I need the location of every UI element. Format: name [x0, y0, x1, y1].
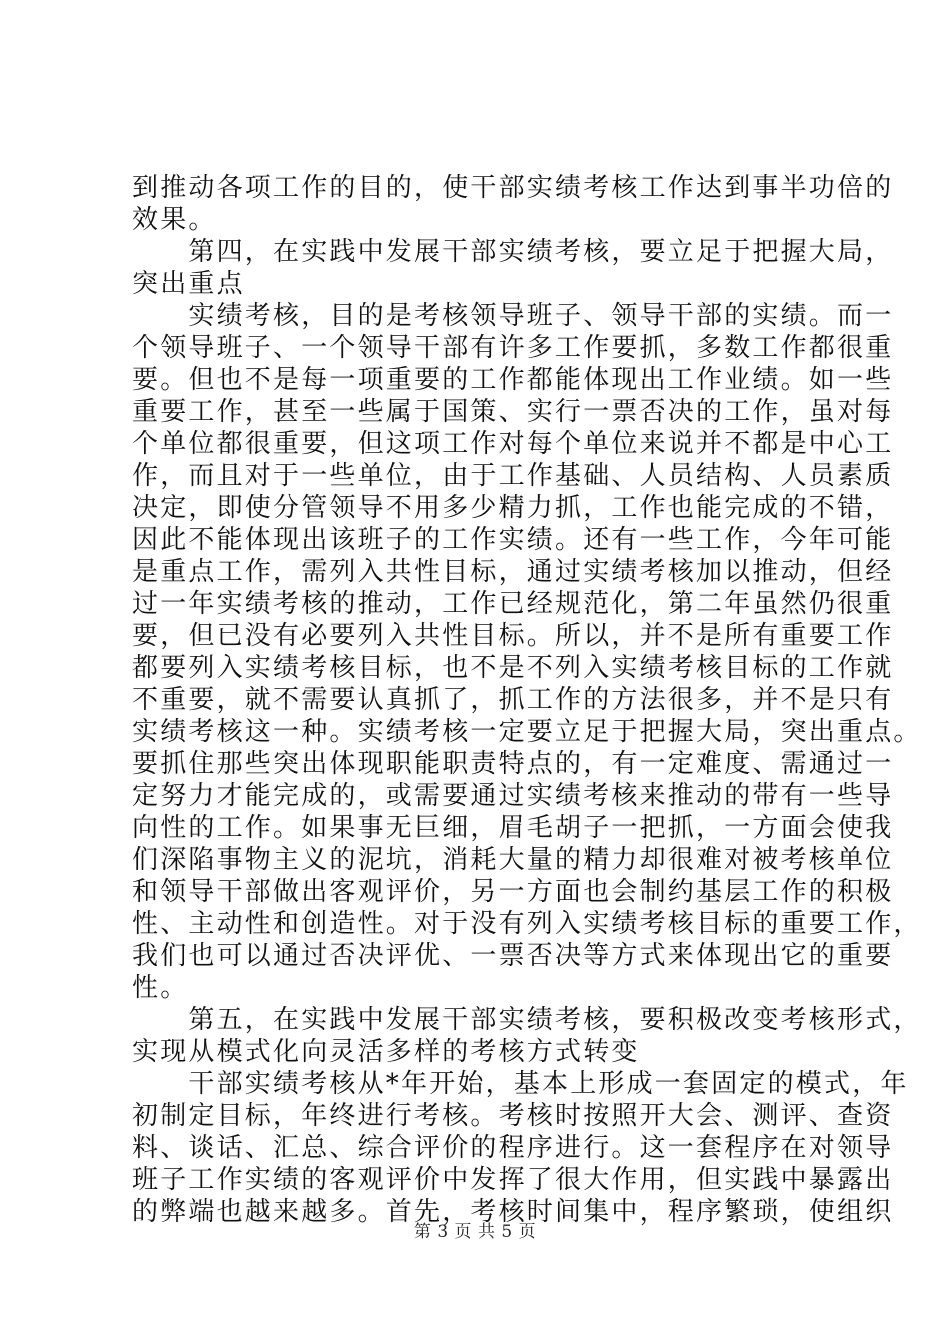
text-line: 要，但已没有必要列入共性目标。所以，并不是所有重要工作: [132, 621, 894, 651]
text-line: 我们也可以通过否决评优、一票否决等方式来体现出它的重要: [132, 941, 894, 971]
text-line: 个领导班子、一个领导干部有许多工作要抓，多数工作都很重: [132, 333, 894, 363]
text-line: 要。但也不是每一项重要的工作都能体现出工作业绩。如一些: [132, 365, 894, 395]
text-line: 不重要，就不需要认真抓了，抓工作的方法很多，并不是只有: [132, 685, 894, 715]
text-line: 性、主动性和创造性。对于没有列入实绩考核目标的重要工作，: [132, 909, 922, 939]
text-line: 实绩考核，目的是考核领导班子、领导干部的实绩。而一: [132, 301, 894, 331]
text-line: 作，而且对于一些单位，由于工作基础、人员结构、人员素质: [132, 461, 894, 491]
text-line: 初制定目标，年终进行考核。考核时按照开大会、测评、查资: [132, 1101, 894, 1131]
text-line: 重要工作，甚至一些属于国策、实行一票否决的工作，虽对每: [132, 397, 894, 427]
text-line: 实现从模式化向灵活多样的考核方式转变: [132, 1037, 640, 1067]
text-line: 个单位都很重要，但这项工作对每个单位来说并不都是中心工: [132, 429, 894, 459]
document-body: [132, 172, 922, 1228]
text-line: 第四，在实践中发展干部实绩考核，要立足于把握大局，: [132, 237, 894, 267]
text-line: 定努力才能完成的，或需要通过实绩考核来推动的带有一些导: [132, 781, 894, 811]
text-line: 们深陷事物主义的泥坑，消耗大量的精力却很难对被考核单位: [132, 845, 894, 875]
text-line: 突出重点: [132, 269, 245, 299]
text-line: 第五，在实践中发展干部实绩考核，要积极改变考核形式，: [132, 1005, 922, 1035]
text-line: 性。: [132, 973, 189, 1003]
text-line: 的弊端也越来越多。首先，考核时间集中，程序繁琐，使组织: [132, 1197, 894, 1227]
text-line: 都要列入实绩考核目标，也不是不列入实绩考核目标的工作就: [132, 653, 894, 683]
text-line: 向性的工作。如果事无巨细，眉毛胡子一把抓，一方面会使我: [132, 813, 894, 843]
text-line: 因此不能体现出该班子的工作实绩。还有一些工作，今年可能: [132, 525, 894, 555]
text-line: 料、谈话、汇总、综合评价的程序进行。这一套程序在对领导: [132, 1133, 894, 1163]
text-line: 实绩考核这一种。实绩考核一定要立足于把握大局，突出重点。: [132, 717, 922, 747]
text-line: 干部实绩考核从*年开始，基本上形成一套固定的模式，年: [132, 1069, 909, 1099]
text-line: 班子工作实绩的客观评价中发挥了很大作用，但实践中暴露出: [132, 1165, 894, 1195]
text-line: 决定，即使分管领导不用多少精力抓，工作也能完成的不错，: [132, 493, 894, 523]
text-line: 要抓住那些突出体现职能职责特点的，有一定难度、需通过一: [132, 749, 894, 779]
text-line: 是重点工作，需列入共性目标，通过实绩考核加以推动，但经: [132, 557, 894, 587]
page-footer: 第 3 页 共 5 页: [413, 1222, 537, 1242]
text-line: 效果。: [132, 205, 217, 235]
text-line: 到推动各项工作的目的，使干部实绩考核工作达到事半功倍的: [132, 173, 894, 203]
text-line: 和领导干部做出客观评价，另一方面也会制约基层工作的积极: [132, 877, 894, 907]
text-line: 过一年实绩考核的推动，工作已经规范化，第二年虽然仍很重: [132, 589, 894, 619]
